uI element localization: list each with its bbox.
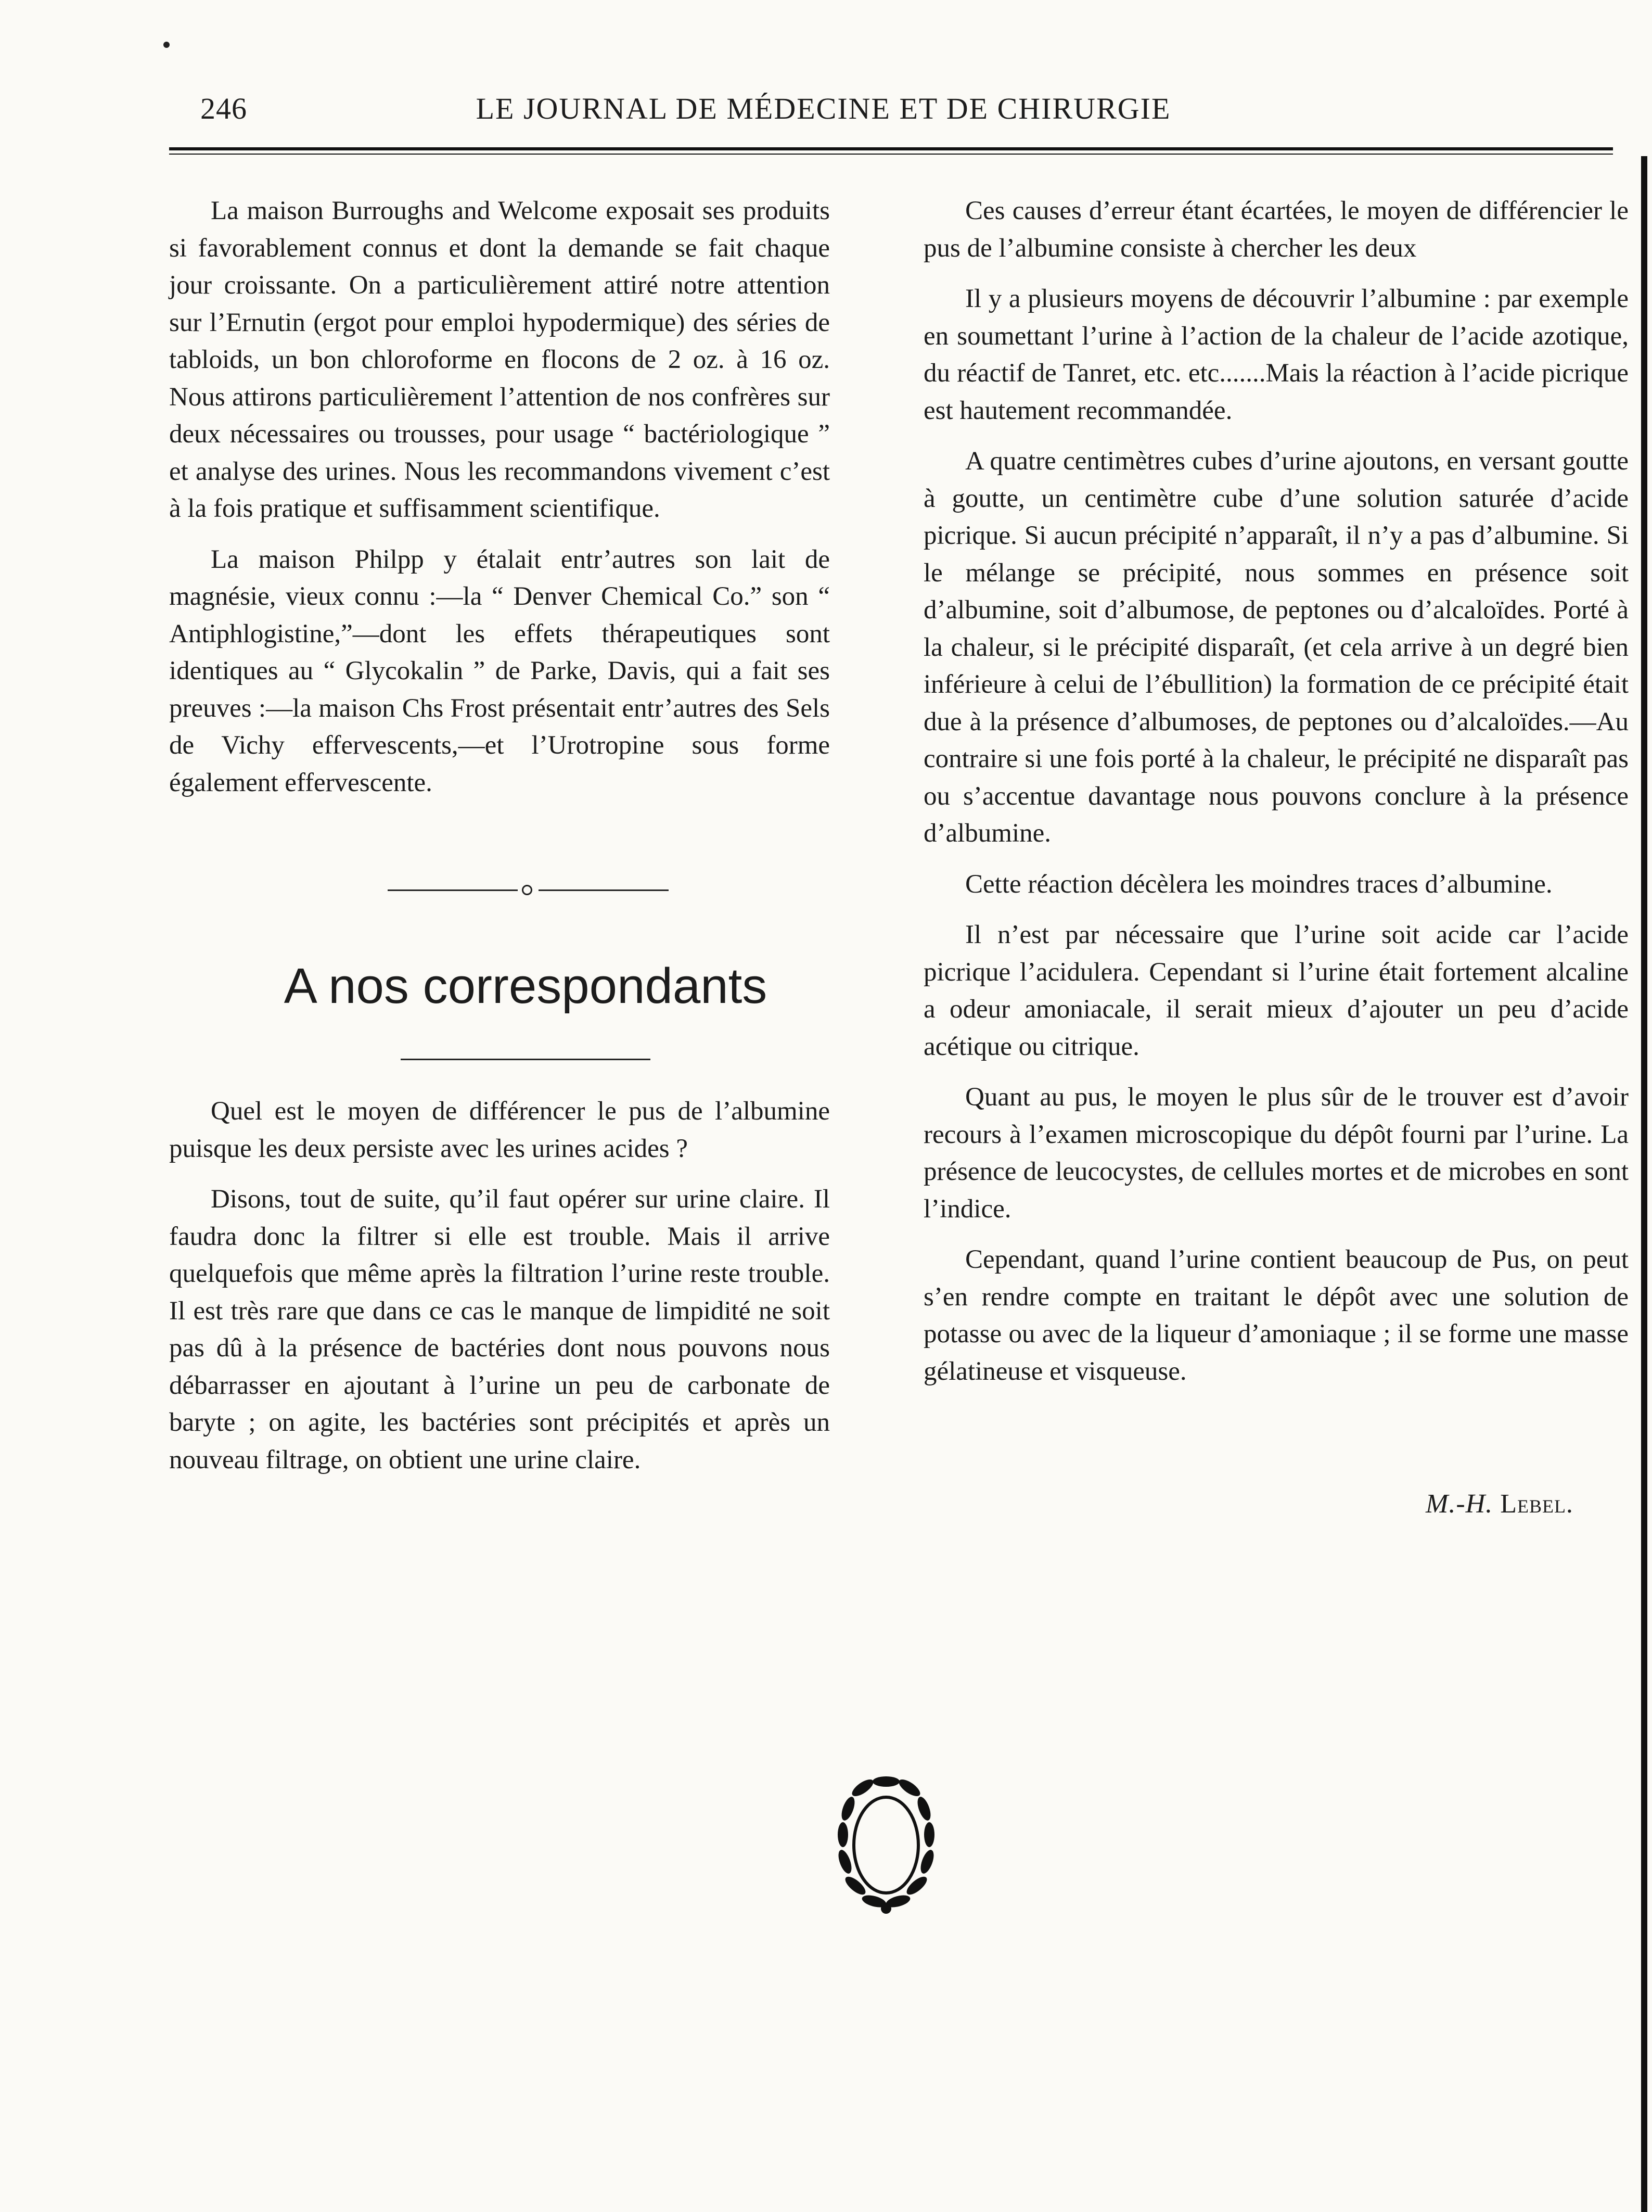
ink-speck — [163, 42, 170, 48]
paragraph: Quant au pus, le moyen le plus sûr de le trouver est d’avoir recours à l’examen microscopique du dépôt fourni par l’urine. La présence de leucocystes, de cellules mortes et de microbes en sont l’indice. — [924, 1083, 1629, 1224]
page-edge-bar — [1641, 156, 1647, 2212]
paragraph: La maison Burroughs and Welcome exposait ses produits si favorablement connus et dont la demande se fait chaque jour croissante. On a particulièrement attiré notre attention sur l’Ernutin (ergot pour emploi hypodermique) des séries de tabloids, un bon chloroforme en flocons de 2 oz. à 16 oz. Nous attirons particulièrement l’attention de nos confrères sur deux nécessaires ou trousses, pour usage “ bactériologique ” et analyse des urines. Nous les recommandons vivement c’est à la fois pratique et suffisamment scientifique. — [169, 196, 830, 523]
left-column — [169, 193, 830, 815]
section-divider — [388, 885, 669, 895]
paragraph: Quel est le moyen de différencer le pus de l’albumine puisque les deux persiste avec les urines acides ? — [169, 1097, 830, 1163]
right-column — [924, 193, 1629, 1404]
section-title: A nos correspondants — [284, 958, 767, 1014]
paragraph: Il n’est par nécessaire que l’urine soit acide car l’acide picrique l’acidulera. Cependant si l’urine était fortement alcaline a odeur amoniacale, il serait mieux d’ajouter un peu d’acide acétique ou citrique. — [924, 920, 1629, 1061]
paragraph: Cependant, quand l’urine contient beaucoup de Pus, on peut s’en rendre compte en traitant le dépôt avec une solution de potasse ou avec de la liqueur d’amoniaque ; il se forme une masse gélatineuse et visqueuse. — [924, 1245, 1629, 1386]
running-header — [200, 91, 1613, 138]
paragraph: Cette réaction décèlera les moindres traces d’albumine. — [965, 869, 1553, 899]
paragraph: Ces causes d’erreur étant écartées, le moyen de différencier le pus de l’albumine consiste à chercher les deux — [924, 196, 1629, 263]
section-body — [169, 1093, 830, 1492]
paragraph: Disons, tout de suite, qu’il faut opérer sur urine claire. Il faudra donc la filtrer si elle est trouble. Mais il arrive quelquefois que même après la filtration l’urine reste trouble. Il est très rare que dans ce cas le manque de limpidité ne soit pas dû à la présence de bactéries dont nous pouvons nous débarrasser en ajoutant à l’urine un peu de carbonate de baryte ; on agite, les bactéries sont précipités et après un nouveau filtrage, on obtient une urine claire. — [169, 1185, 830, 1474]
signature-initial: M.-H. — [1426, 1489, 1493, 1519]
signature-name: Lebel. — [1500, 1489, 1573, 1519]
header-rule — [169, 147, 1613, 155]
author-signature — [1426, 1489, 1573, 1519]
page-number: 246 — [200, 92, 247, 125]
journal-title: LE JOURNAL DE MÉDECINE ET DE CHIRURGIE — [476, 92, 1171, 125]
laurel-wreath-icon — [831, 1767, 941, 1923]
paragraph: A quatre centimètres cubes d’urine ajoutons, en versant goutte à goutte, un centimètre cube d’une solution saturée d’acide picrique. Si aucun précipité n’apparaît, il n’y a pas d’albumine. Si le mélange se précipité, nous sommes en présence soit d’albumine, soit d’albumose, de peptones ou d’alcaloïdes. Porté à la chaleur, si le précipité disparaît, (et cela arrive à un degré bien inférieure à celui de l’ébullition) la formation de ce précipité était due à la présence d’albumoses, de peptones ou d’alcaloïdes.—Au contraire si une fois porté à la chaleur, le précipité ne disparaît pas ou s’accentue davantage nous pouvons conclure à la présence d’albumine. — [924, 447, 1629, 848]
paragraph: Il y a plusieurs moyens de découvrir l’albumine : par exemple en soumettant l’urine à l’action de la chaleur de l’acide azotique, du réactif de Tanret, etc. etc.......Mais la réaction à l’acide picrique est hautement recommandée. — [924, 284, 1629, 425]
title-rule — [401, 1059, 650, 1060]
paragraph: La maison Philpp y étalait entr’autres son lait de magnésie, vieux connu :—la “ Denver Chemical Co.” son “ Antiphlogistine,”—dont les effets thérapeutiques sont identiques au “ Glycokalin ” de Parke, Davis, qui a fait ses preuves :—la maison Chs Frost présentait entr’autres des Sels de Vichy effervescents,—et l’Urotropine sous forme également effervescente. — [169, 544, 830, 797]
